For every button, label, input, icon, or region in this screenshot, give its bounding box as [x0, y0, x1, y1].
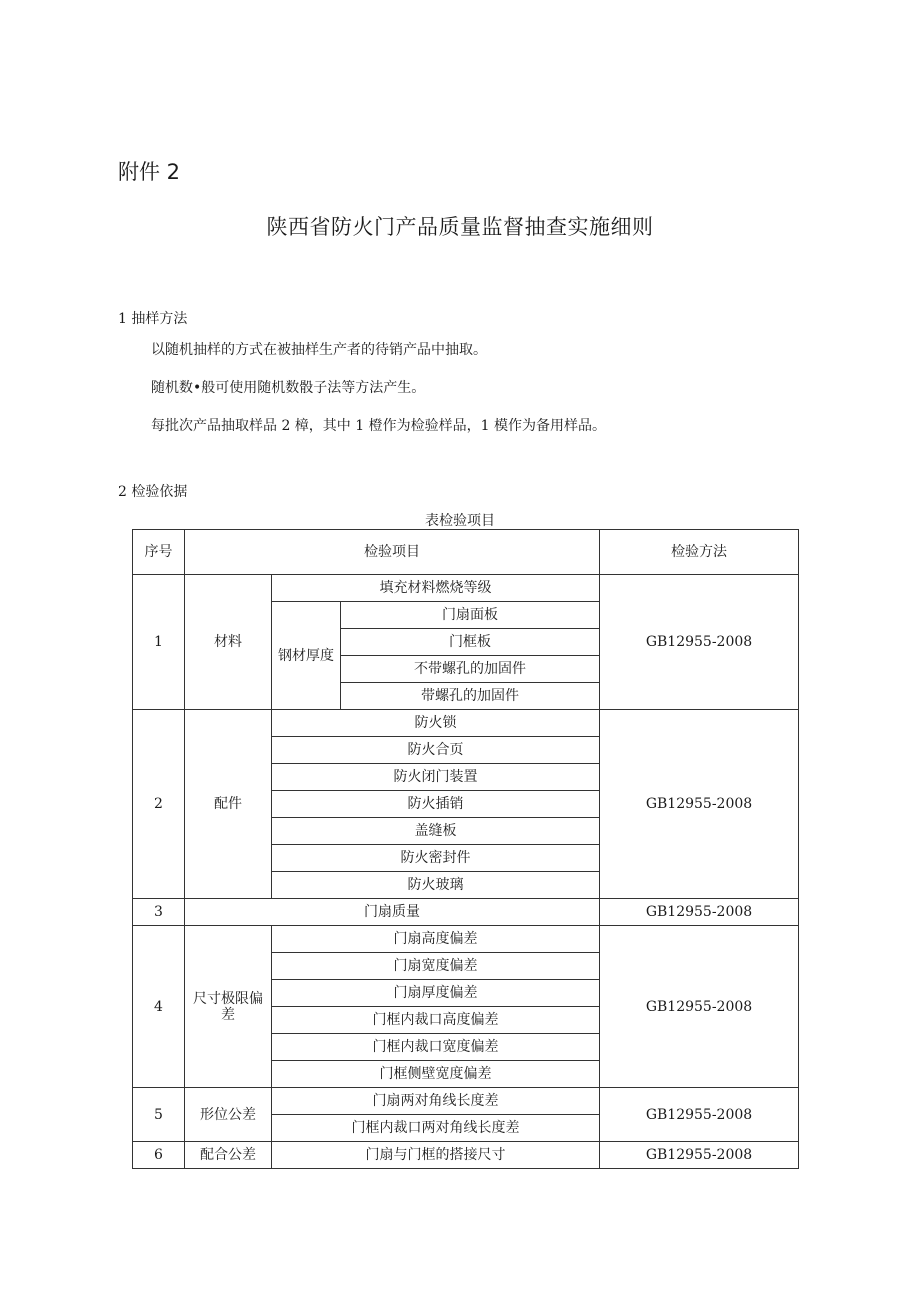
inspection-item: 门框内裁口两对角线长度差 — [272, 1115, 600, 1142]
inspection-item: 门扇宽度偏差 — [272, 953, 600, 980]
attachment-label: 附件 2 — [118, 160, 181, 184]
row-no: 6 — [133, 1142, 185, 1169]
inspection-item: 防火插销 — [272, 791, 600, 818]
section-2-heading: 2 检验依据 — [118, 484, 188, 500]
row-no: 5 — [133, 1088, 185, 1142]
table-row — [133, 1142, 799, 1169]
table-header-row — [133, 530, 799, 575]
section-1-heading: 1 抽样方法 — [118, 311, 188, 327]
inspection-method: GB12955-2008 — [600, 1142, 799, 1169]
header-item: 检验项目 — [185, 530, 600, 575]
row-category: 材料 — [185, 575, 272, 710]
inspection-item: 防火闭门装置 — [272, 764, 600, 791]
row-no: 2 — [133, 710, 185, 899]
row-subgroup: 钢材厚度 — [272, 602, 341, 710]
inspection-item: 门框内裁口高度偏差 — [272, 1007, 600, 1034]
row-no: 4 — [133, 926, 185, 1088]
inspection-method: GB12955-2008 — [600, 710, 799, 899]
row-category: 配合公差 — [185, 1142, 272, 1169]
row-category: 配件 — [185, 710, 272, 899]
inspection-method: GB12955-2008 — [600, 575, 799, 710]
table-caption: 表检验项目 — [425, 513, 495, 529]
section-1-paragraph: 以随机抽样的方式在被抽样生产者的待销产品中抽取。 — [151, 342, 487, 358]
row-no: 3 — [133, 899, 185, 926]
inspection-item: 门扇面板 — [341, 602, 600, 629]
header-method: 检验方法 — [600, 530, 799, 575]
header-no: 序号 — [133, 530, 185, 575]
inspection-item: 防火玻璃 — [272, 872, 600, 899]
row-category: 形位公差 — [185, 1088, 272, 1142]
section-1-paragraph: 每批次产品抽取样品 2 樟，其中 1 橙作为检验样品，1 模作为备用样品。 — [151, 418, 606, 434]
inspection-item: 防火锁 — [272, 710, 600, 737]
table-row — [133, 926, 799, 953]
inspection-item: 填充材料燃烧等级 — [272, 575, 600, 602]
inspection-item: 门扇高度偏差 — [272, 926, 600, 953]
document-title: 陕西省防火门产品质量监督抽查实施细则 — [266, 215, 654, 239]
inspection-item: 门扇两对角线长度差 — [272, 1088, 600, 1115]
row-category: 尺寸极限偏差 — [185, 926, 272, 1088]
inspection-item: 门框内裁口宽度偏差 — [272, 1034, 600, 1061]
inspection-item: 防火密封件 — [272, 845, 600, 872]
inspection-item: 门扇与门框的搭接尺寸 — [272, 1142, 600, 1169]
inspection-item: 门框侧壁宽度偏差 — [272, 1061, 600, 1088]
inspection-item: 防火合页 — [272, 737, 600, 764]
inspection-method: GB12955-2008 — [600, 1088, 799, 1142]
inspection-items-table — [132, 529, 799, 1169]
inspection-method: GB12955-2008 — [600, 926, 799, 1088]
inspection-method: GB12955-2008 — [600, 899, 799, 926]
table-row — [133, 710, 799, 737]
inspection-item: 门扇质量 — [185, 899, 600, 926]
inspection-item: 带螺孔的加固件 — [341, 683, 600, 710]
table-row — [133, 1088, 799, 1115]
table-row — [133, 575, 799, 602]
section-1-paragraph: 随机数•般可使用随机数骰子法等方法产生。 — [151, 380, 426, 396]
inspection-item: 不带螺孔的加固件 — [341, 656, 600, 683]
inspection-item: 门框板 — [341, 629, 600, 656]
table-row — [133, 899, 799, 926]
row-no: 1 — [133, 575, 185, 710]
inspection-item: 盖缝板 — [272, 818, 600, 845]
inspection-item: 门扇厚度偏差 — [272, 980, 600, 1007]
